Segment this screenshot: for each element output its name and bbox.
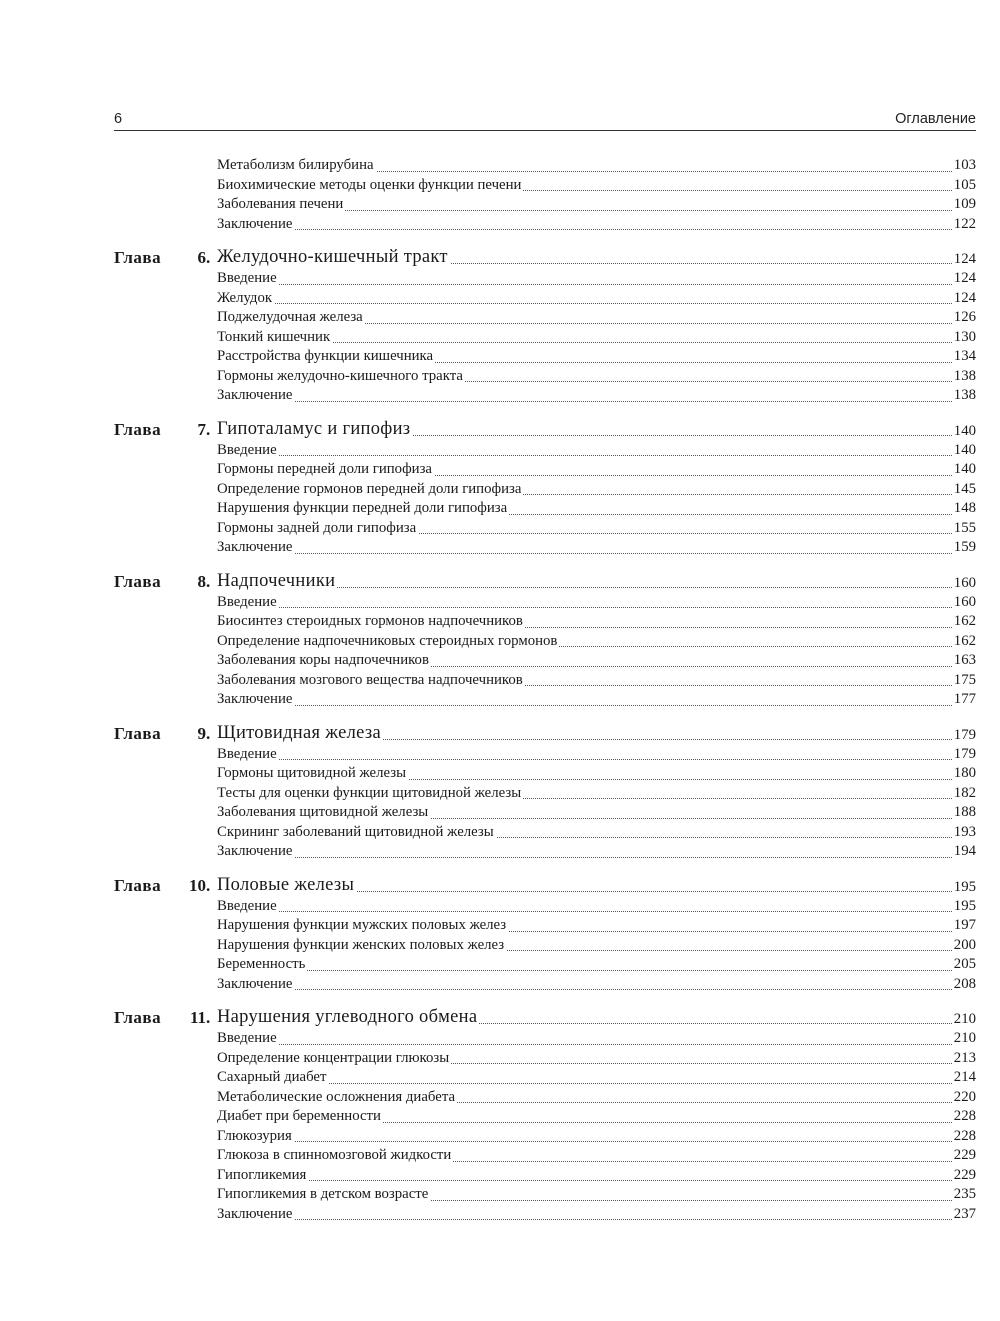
entry-page: 213	[952, 1049, 976, 1069]
entry-page: 103	[952, 156, 976, 176]
entry-page: 138	[952, 367, 976, 387]
dot-leader	[217, 229, 976, 230]
chapter-heading[interactable]	[114, 722, 976, 745]
entry-title: Гормоны задней доли гипофиза	[217, 519, 418, 539]
entry-page: 138	[952, 386, 976, 406]
dot-leader	[217, 705, 976, 706]
toc-entry[interactable]	[114, 651, 976, 671]
page-number: 6	[114, 111, 123, 127]
entry-page: 229	[952, 1146, 976, 1166]
entry-title: Скрининг заболеваний щитовидной железы	[217, 823, 496, 843]
running-header	[114, 111, 976, 131]
entry-title: Заболевания печени	[217, 195, 345, 215]
dot-leader	[217, 970, 976, 971]
dot-leader	[217, 1044, 976, 1045]
entry-title: Заключение	[217, 690, 294, 710]
chapter-heading[interactable]	[114, 246, 976, 269]
entry-page: 214	[952, 1068, 976, 1088]
dot-leader	[217, 759, 976, 760]
entry-page: 182	[952, 784, 976, 804]
toc-chapter	[114, 874, 976, 995]
toc-entry[interactable]	[114, 764, 976, 784]
entry-title: Определение гормонов передней доли гипофиза	[217, 480, 523, 500]
running-title: Оглавление	[895, 111, 976, 127]
toc-entry[interactable]	[114, 690, 976, 710]
dot-leader	[217, 401, 976, 402]
chapter-page: 140	[952, 420, 976, 443]
entry-title: Введение	[217, 441, 279, 461]
entry-page: 208	[952, 975, 976, 995]
toc-entry[interactable]	[114, 897, 976, 917]
table-of-contents	[114, 156, 976, 1236]
dot-leader	[217, 857, 976, 858]
toc-entry[interactable]	[114, 386, 976, 406]
dot-leader	[217, 553, 976, 554]
entry-page: 228	[952, 1127, 976, 1147]
entry-title: Заключение	[217, 538, 294, 558]
entry-title: Введение	[217, 593, 279, 613]
chapter-page: 195	[952, 876, 976, 899]
entry-page: 160	[952, 593, 976, 613]
entry-page: 175	[952, 671, 976, 691]
entry-title: Беременность	[217, 955, 307, 975]
entry-page: 193	[952, 823, 976, 843]
entry-page: 195	[952, 897, 976, 917]
dot-leader	[217, 607, 976, 608]
chapter-label: Глава	[114, 1008, 162, 1027]
toc-chapter	[114, 156, 976, 234]
chapter-title: Желудочно-кишечный тракт	[217, 247, 448, 267]
entry-title: Метаболизм билирубина	[217, 156, 376, 176]
chapter-heading[interactable]	[114, 1006, 976, 1029]
chapter-number-dot: .	[206, 419, 211, 439]
toc-chapter	[114, 570, 976, 710]
toc-entry[interactable]	[114, 1088, 976, 1108]
toc-entry[interactable]	[114, 1146, 976, 1166]
entry-title: Глюкозурия	[217, 1127, 294, 1147]
chapter-title: Нарушения углеводного обмена	[217, 1007, 478, 1027]
toc-entry[interactable]	[114, 538, 976, 558]
entry-page: 126	[952, 308, 976, 328]
chapter-title: Щитовидная железа	[217, 722, 381, 743]
dot-leader	[217, 911, 976, 912]
chapter-heading[interactable]	[114, 570, 976, 593]
toc-entry[interactable]	[114, 823, 976, 843]
toc-entry[interactable]	[114, 1127, 976, 1147]
entry-page: 162	[952, 612, 976, 632]
toc-entry[interactable]	[114, 745, 976, 765]
entry-page: 228	[952, 1107, 976, 1127]
entry-page: 200	[952, 936, 976, 956]
entry-title: Заключение	[217, 975, 294, 995]
toc-entry[interactable]	[114, 955, 976, 975]
dot-leader	[217, 455, 976, 456]
toc-chapter	[114, 418, 976, 558]
entry-page: 235	[952, 1185, 976, 1205]
toc-chapter	[114, 246, 976, 406]
entry-page: 140	[952, 460, 976, 480]
entry-title: Введение	[217, 1029, 279, 1049]
entry-page: 148	[952, 499, 976, 519]
entry-title: Нарушения функции мужских половых желез	[217, 916, 508, 936]
entry-title: Введение	[217, 269, 279, 289]
entry-title: Гипогликемия	[217, 1166, 308, 1186]
entry-page: 140	[952, 441, 976, 461]
toc-entry[interactable]	[114, 975, 976, 995]
toc-entry[interactable]	[114, 308, 976, 328]
entry-page: 105	[952, 176, 976, 196]
dot-leader	[217, 1083, 976, 1084]
entry-page: 109	[952, 195, 976, 215]
toc-entry[interactable]	[114, 156, 976, 176]
chapter-heading[interactable]	[114, 418, 976, 441]
entry-title: Биохимические методы оценки функции печени	[217, 176, 523, 196]
dot-leader	[217, 303, 976, 304]
toc-entry[interactable]	[114, 441, 976, 461]
chapter-label: Глава	[114, 875, 162, 895]
toc-entry[interactable]	[114, 289, 976, 309]
entry-page: 155	[952, 519, 976, 539]
chapter-number: 11	[189, 1008, 206, 1027]
entry-page: 162	[952, 632, 976, 652]
entry-title: Нарушения функции передней доли гипофиза	[217, 499, 509, 519]
chapter-number-dot: .	[206, 248, 211, 267]
header-rule	[114, 130, 976, 131]
toc-entry[interactable]	[114, 1049, 976, 1069]
toc-chapter	[114, 722, 976, 862]
entry-title: Определение концентрации глюкозы	[217, 1049, 451, 1069]
chapter-number-dot: .	[206, 723, 211, 743]
dot-leader	[217, 1180, 976, 1181]
entry-page: 180	[952, 764, 976, 784]
toc-entry[interactable]	[114, 1029, 976, 1049]
entry-title: Глюкоза в спинномозговой жидкости	[217, 1146, 453, 1166]
toc-entry[interactable]	[114, 1205, 976, 1225]
chapter-page: 124	[952, 248, 976, 271]
entry-title: Гормоны щитовидной железы	[217, 764, 408, 784]
chapter-number-dot: .	[206, 1008, 211, 1027]
entry-page: 197	[952, 916, 976, 936]
entry-page: 194	[952, 842, 976, 862]
dot-leader	[217, 1219, 976, 1220]
entry-title: Введение	[217, 745, 279, 765]
entry-page: 179	[952, 745, 976, 765]
chapter-page: 160	[952, 572, 976, 595]
toc-chapter	[114, 1006, 976, 1224]
toc-entry[interactable]	[114, 842, 976, 862]
entry-page: 220	[952, 1088, 976, 1108]
toc-entry[interactable]	[114, 328, 976, 348]
entry-title: Гормоны желудочно-кишечного тракта	[217, 367, 465, 387]
toc-entry[interactable]	[114, 195, 976, 215]
entry-title: Биосинтез стероидных гормонов надпочечников	[217, 612, 525, 632]
entry-page: 134	[952, 347, 976, 367]
toc-entry[interactable]	[114, 803, 976, 823]
dot-leader	[217, 989, 976, 990]
toc-entry[interactable]	[114, 1107, 976, 1127]
entry-title: Определение надпочечниковых стероидных гормонов	[217, 632, 559, 652]
toc-entry[interactable]	[114, 519, 976, 539]
toc-entry[interactable]	[114, 784, 976, 804]
entry-title: Заболевания щитовидной железы	[217, 803, 430, 823]
toc-entry[interactable]	[114, 460, 976, 480]
chapter-label: Глава	[114, 419, 162, 439]
entry-page: 124	[952, 289, 976, 309]
entry-title: Заболевания коры надпочечников	[217, 651, 431, 671]
chapter-number: 9	[197, 723, 206, 743]
entry-title: Сахарный диабет	[217, 1068, 328, 1088]
chapter-page: 210	[952, 1008, 976, 1031]
entry-title: Заключение	[217, 386, 294, 406]
entry-page: 145	[952, 480, 976, 500]
dot-leader	[217, 284, 976, 285]
entry-title: Поджелудочная железа	[217, 308, 365, 328]
dot-leader	[217, 1141, 976, 1142]
toc-entry[interactable]	[114, 1185, 976, 1205]
entry-title: Гормоны передней доли гипофиза	[217, 460, 434, 480]
chapter-title: Половые железы	[217, 874, 355, 895]
toc-entry[interactable]	[114, 176, 976, 196]
entry-page: 205	[952, 955, 976, 975]
toc-entry[interactable]	[114, 1068, 976, 1088]
entry-page: 122	[952, 215, 976, 235]
entry-page: 163	[952, 651, 976, 671]
toc-entry[interactable]	[114, 269, 976, 289]
toc-entry[interactable]	[114, 215, 976, 235]
entry-title: Диабет при беременности	[217, 1107, 383, 1127]
chapter-title: Гипоталамус и гипофиз	[217, 418, 411, 439]
chapter-page: 179	[952, 724, 976, 747]
entry-page: 210	[952, 1029, 976, 1049]
entry-title: Тесты для оценки функции щитовидной железы	[217, 784, 523, 804]
toc-entry[interactable]	[114, 347, 976, 367]
entry-page: 188	[952, 803, 976, 823]
toc-entry[interactable]	[114, 1166, 976, 1186]
chapter-label: Глава	[114, 723, 162, 743]
entry-title: Введение	[217, 897, 279, 917]
chapter-number: 8	[197, 571, 206, 591]
entry-page: 130	[952, 328, 976, 348]
entry-title: Желудок	[217, 289, 274, 309]
toc-entry[interactable]	[114, 593, 976, 613]
toc-entry[interactable]	[114, 480, 976, 500]
chapter-number-dot: .	[206, 571, 211, 591]
chapter-heading[interactable]	[114, 874, 976, 897]
entry-title: Гипогликемия в детском возрасте	[217, 1185, 430, 1205]
entry-page: 237	[952, 1205, 976, 1225]
chapter-title: Надпочечники	[217, 570, 336, 591]
entry-page: 177	[952, 690, 976, 710]
toc-entry[interactable]	[114, 632, 976, 652]
entry-title: Нарушения функции женских половых желез	[217, 936, 506, 956]
toc-entry[interactable]	[114, 936, 976, 956]
chapter-label: Глава	[114, 571, 162, 591]
entry-title: Заболевания мозгового вещества надпочечников	[217, 671, 525, 691]
entry-title: Расстройства функции кишечника	[217, 347, 435, 367]
toc-entry[interactable]	[114, 499, 976, 519]
entry-title: Заключение	[217, 1205, 294, 1225]
chapter-number-dot: .	[206, 875, 211, 895]
chapter-label: Глава	[114, 248, 162, 267]
entry-title: Метаболические осложнения диабета	[217, 1088, 457, 1108]
toc-entry[interactable]	[114, 671, 976, 691]
toc-entry[interactable]	[114, 916, 976, 936]
entry-page: 229	[952, 1166, 976, 1186]
chapter-number: 6	[197, 248, 206, 267]
entry-page: 159	[952, 538, 976, 558]
toc-entry[interactable]	[114, 367, 976, 387]
toc-entry[interactable]	[114, 612, 976, 632]
chapter-number: 10	[189, 875, 206, 895]
entry-page: 124	[952, 269, 976, 289]
entry-title: Тонкий кишечник	[217, 328, 332, 348]
chapter-number: 7	[197, 419, 206, 439]
entry-title: Заключение	[217, 842, 294, 862]
entry-title: Заключение	[217, 215, 294, 235]
